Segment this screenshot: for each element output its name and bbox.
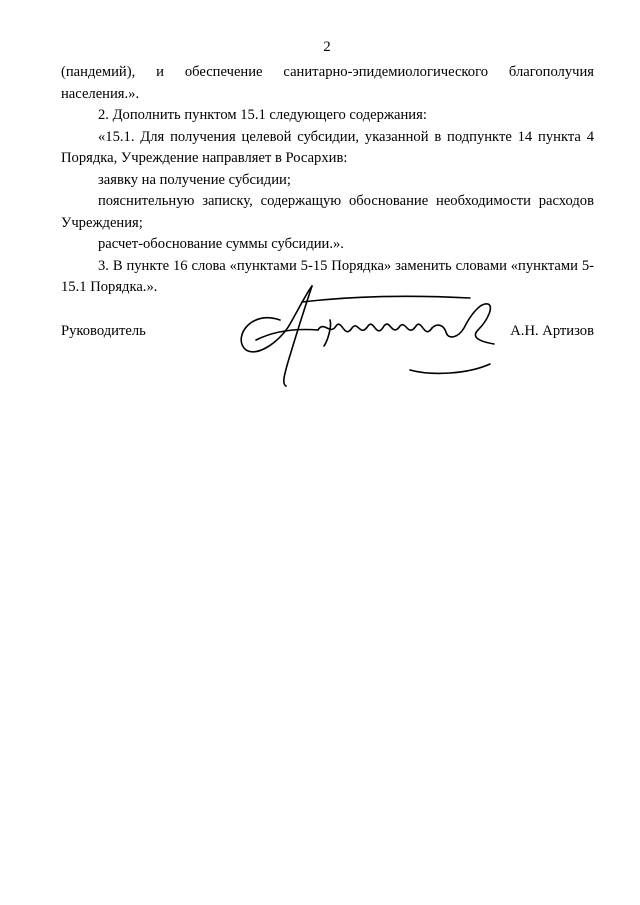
signature-row — [61, 323, 594, 345]
paragraph-2: 2. Дополнить пунктом 15.1 следующего содержания: — [98, 107, 427, 123]
paragraph-7: 3. В пункте 16 слова «пунктами 5-15 Порядка» заменить словами «пунктами 5-15.1 Порядка.». — [61, 257, 594, 295]
paragraph-5: пояснительную записку, содержащую обоснование необходимости расходов Учреждения; — [61, 193, 594, 231]
paragraph-1: (пандемий), и обеспечение санитарно-эпидемиологического благополучия населения.». — [61, 64, 594, 102]
document-body — [61, 62, 594, 299]
page-number: 2 — [323, 39, 331, 55]
signatory-name: А.Н. Артизов — [510, 323, 594, 339]
paragraph-3: «15.1. Для получения целевой субсидии, указанной в подпункте 14 пункта 4 Порядка, Учреждение направляет в Росархив: — [61, 128, 594, 166]
signatory-title: Руководитель — [61, 323, 146, 339]
paragraph-6: расчет-обоснование суммы субсидии.». — [98, 236, 344, 252]
paragraph-4: заявку на получение субсидии; — [98, 171, 291, 188]
